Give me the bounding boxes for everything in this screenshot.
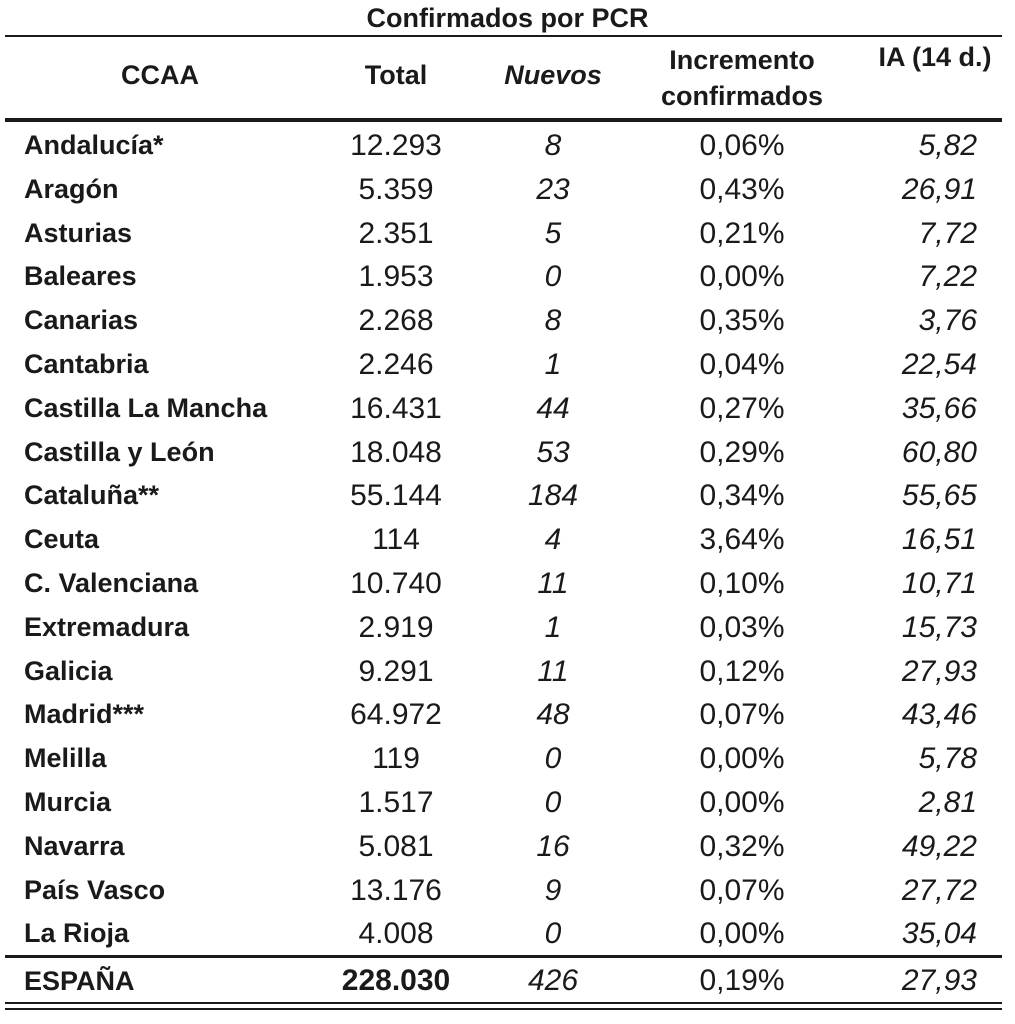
cell-ia: 7,22 (918, 260, 977, 294)
cell-total: 55.144 (350, 479, 442, 513)
cell-incremento: 0,06% (699, 129, 785, 162)
table-row (0, 387, 1015, 431)
cell-total: 1.953 (358, 260, 434, 294)
cell-ccaa: País Vasco (24, 874, 166, 905)
cell-total: 2.246 (358, 347, 434, 381)
cell-incremento: 0,29% (699, 435, 785, 469)
total-ccaa: ESPAÑA (24, 966, 135, 996)
table-row (0, 650, 1015, 694)
cell-nuevos: 0 (544, 260, 562, 294)
cell-ccaa: Castilla y León (24, 436, 215, 467)
cell-nuevos: 16 (536, 829, 570, 863)
cell-ccaa: Melilla (24, 743, 107, 774)
cell-ia: 15,73 (901, 610, 977, 644)
table-row (0, 781, 1015, 825)
table-row (0, 518, 1015, 562)
cell-ccaa: Murcia (24, 786, 112, 817)
cell-incremento: 0,03% (699, 610, 785, 644)
cell-ia: 35,04 (901, 917, 977, 951)
cell-total: 2.351 (358, 216, 434, 250)
cell-incremento: 0,32% (699, 829, 785, 863)
cell-incremento: 0,00% (699, 917, 785, 951)
cell-total: 9.291 (358, 654, 434, 688)
cell-incremento: 0,34% (699, 479, 785, 513)
table-row (0, 212, 1015, 256)
total-rule (5, 955, 1002, 958)
total-row (0, 960, 1015, 1002)
total-total: 228.030 (341, 964, 451, 997)
table-row (0, 255, 1015, 299)
cell-ia: 3,76 (918, 304, 977, 338)
bottom-rule-1 (5, 1002, 1002, 1004)
cell-ia: 49,22 (901, 829, 977, 863)
cell-nuevos: 0 (544, 917, 562, 951)
table-row (0, 693, 1015, 737)
cell-incremento: 0,12% (699, 654, 785, 688)
cell-incremento: 0,21% (699, 216, 785, 250)
cell-incremento: 0,07% (699, 873, 785, 907)
cell-total: 119 (372, 742, 420, 776)
header-total: Total (364, 60, 428, 90)
cell-ccaa: Aragón (24, 173, 119, 204)
cell-incremento: 0,00% (699, 785, 785, 819)
cell-nuevos: 5 (544, 216, 562, 250)
cell-ia: 60,80 (901, 435, 977, 469)
header-incremento (632, 42, 852, 114)
header-ia: IA (14 d.) (878, 42, 992, 72)
cell-incremento: 0,43% (699, 172, 785, 206)
cell-ia: 10,71 (901, 566, 977, 600)
cell-total: 2.268 (358, 304, 434, 338)
header-ccaa: CCAA (121, 60, 199, 90)
table-row (0, 474, 1015, 518)
table-row (0, 431, 1015, 475)
table-row (0, 737, 1015, 781)
cell-total: 1.517 (358, 785, 434, 819)
cell-nuevos: 0 (544, 742, 562, 776)
cell-nuevos: 44 (536, 391, 570, 425)
cell-incremento: 3,64% (699, 523, 785, 557)
cell-incremento: 0,07% (699, 698, 785, 732)
bottom-rule-2 (5, 1008, 1002, 1010)
header-incremento-line2: confirmados (660, 81, 824, 111)
table-row (0, 825, 1015, 869)
cell-ccaa: C. Valenciana (24, 567, 199, 598)
cell-ccaa: Baleares (24, 261, 137, 292)
table-row (0, 562, 1015, 606)
cell-total: 18.048 (350, 435, 442, 469)
cell-incremento: 0,27% (699, 391, 785, 425)
cell-ia: 2,81 (918, 785, 977, 819)
cell-incremento: 0,00% (699, 260, 785, 294)
cell-ia: 5,78 (918, 742, 977, 776)
cell-ia: 43,46 (901, 698, 977, 732)
cell-ccaa: Galicia (24, 655, 113, 686)
table-body (0, 124, 1015, 956)
cell-total: 16.431 (350, 391, 442, 425)
table-title: Confirmados por PCR (366, 3, 649, 33)
header-row (0, 38, 1015, 118)
cell-ccaa: La Rioja (24, 918, 130, 949)
total-incremento: 0,19% (699, 964, 785, 997)
cell-total: 64.972 (350, 698, 442, 732)
cell-ia: 55,65 (901, 479, 977, 513)
cell-nuevos: 184 (527, 479, 579, 513)
cell-incremento: 0,10% (699, 566, 785, 600)
table-row (0, 869, 1015, 913)
cell-nuevos: 0 (544, 785, 562, 819)
total-ia: 27,93 (901, 964, 977, 997)
cell-ccaa: Cataluña** (24, 480, 160, 511)
cell-ccaa: Canarias (24, 305, 139, 336)
cell-incremento: 0,04% (699, 347, 785, 381)
cell-nuevos: 8 (544, 129, 562, 162)
cell-total: 5.359 (358, 172, 434, 206)
cell-total: 10.740 (350, 566, 442, 600)
header-nuevos: Nuevos (504, 60, 602, 90)
cell-ia: 35,66 (901, 391, 977, 425)
table-row (0, 606, 1015, 650)
cell-ia: 22,54 (901, 347, 977, 381)
cell-ia: 27,93 (901, 654, 977, 688)
cell-total: 2.919 (358, 610, 434, 644)
cell-nuevos: 8 (544, 304, 562, 338)
cell-total: 4.008 (358, 917, 434, 951)
cell-ia: 27,72 (901, 873, 977, 907)
cell-total: 114 (372, 523, 420, 557)
cell-ccaa: Asturias (24, 217, 133, 248)
top-rule (5, 35, 1002, 37)
header-incremento-line1: Incremento (669, 45, 815, 75)
cell-ia: 26,91 (901, 172, 977, 206)
cell-nuevos: 48 (536, 698, 570, 732)
header-rule (5, 118, 1002, 122)
table-row (0, 343, 1015, 387)
cell-ia: 5,82 (918, 129, 977, 162)
table-row (0, 912, 1015, 956)
cell-ccaa: Madrid*** (24, 699, 145, 730)
cell-incremento: 0,00% (699, 742, 785, 776)
table-row (0, 299, 1015, 343)
cell-nuevos: 23 (536, 172, 570, 206)
cell-total: 12.293 (350, 129, 442, 162)
cell-ccaa: Cantabria (24, 348, 149, 379)
cell-ccaa: Extremadura (24, 611, 190, 642)
table-row (0, 124, 1015, 168)
cell-ccaa: Castilla La Mancha (24, 392, 268, 423)
cell-nuevos: 11 (537, 566, 569, 600)
cell-ccaa: Navarra (24, 830, 125, 861)
cell-nuevos: 11 (537, 654, 569, 688)
table-row (0, 168, 1015, 212)
cell-total: 5.081 (358, 829, 434, 863)
cell-ccaa: Andalucía* (24, 130, 164, 160)
cell-ccaa: Ceuta (24, 524, 100, 555)
total-nuevos: 426 (527, 964, 579, 997)
cell-ia: 7,72 (918, 216, 977, 250)
cell-ia: 16,51 (901, 523, 977, 557)
cell-nuevos: 9 (544, 873, 562, 907)
cell-nuevos: 53 (536, 435, 570, 469)
cell-nuevos: 1 (544, 347, 562, 381)
cell-nuevos: 1 (544, 610, 562, 644)
cell-nuevos: 4 (544, 523, 562, 557)
cell-incremento: 0,35% (699, 304, 785, 338)
cell-total: 13.176 (350, 873, 442, 907)
